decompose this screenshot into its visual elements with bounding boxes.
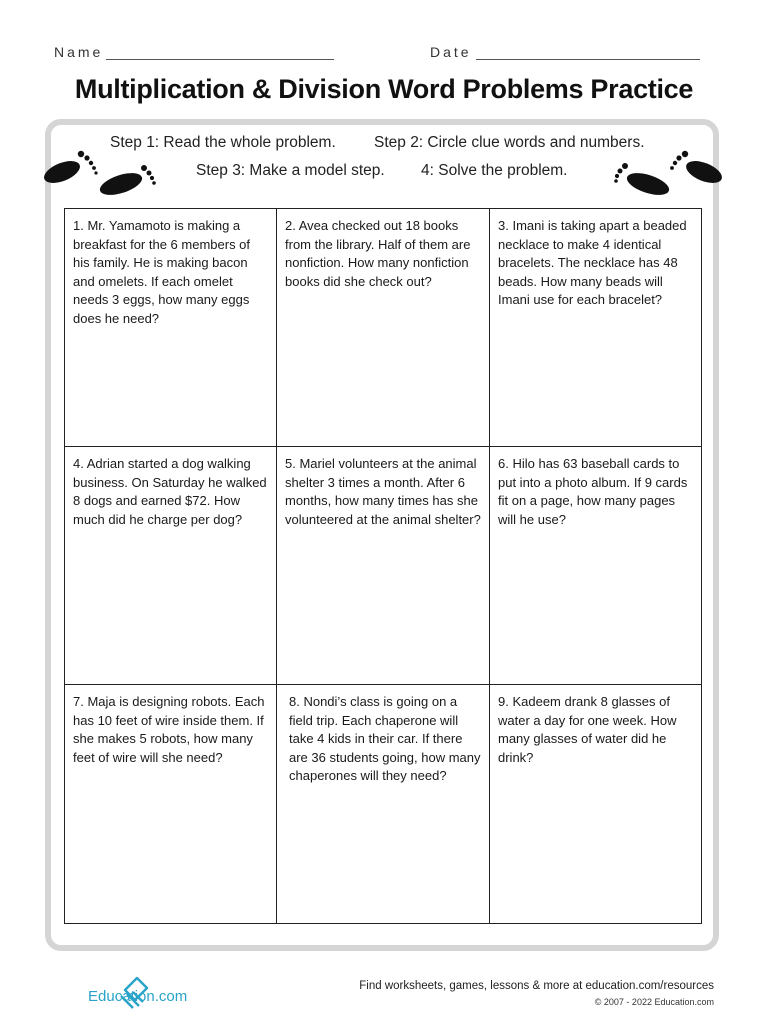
step-3: Step 3: Make a model step. (196, 162, 385, 179)
problem-grid (64, 208, 702, 924)
footprint-left-2-icon (95, 160, 157, 200)
problem-8: 8. Nondi’s class is going on a field trip. Each chaperone will take 4 kids in their car. If there are 36 students going, how many chaperones will they need? (277, 685, 490, 923)
footprint-right-2-icon (666, 142, 726, 190)
date-line (476, 59, 700, 60)
page-title: Multiplication & Division Word Problems Practice (74, 74, 694, 104)
name-label: Name (54, 44, 104, 60)
step-2: Step 2: Circle clue words and numbers. (374, 134, 645, 151)
problem-9: 9. Kadeem drank 8 glasses of water a day for one week. How many glasses of water did he drink? (498, 694, 677, 765)
problem-6: 6. Hilo has 63 baseball cards to put into a photo album. If 9 cards fit on a page, how many pages will he use? (490, 447, 701, 685)
copyright: © 2007 - 2022 Education.com (594, 997, 714, 1007)
problem-1: 1. Mr. Yamamoto is making a breakfast for the 6 members of his family. He is making bacon and omelets. If each omelet needs 3 eggs, how many eggs does he need? (65, 209, 277, 447)
date-label: Date (430, 44, 472, 60)
problem-7: 7. Maja is designing robots. Each has 10 feet of wire inside them. If she makes 5 robots, how many feet of wire will she need? (65, 685, 277, 923)
step-1: Step 1: Read the whole problem. (110, 134, 336, 151)
name-date-row (54, 44, 704, 66)
problem-4: 4. Adrian started a dog walking business. On Saturday he walked 8 dogs and earned $72. How much did he charge per dog? (65, 447, 277, 685)
step-4: 4: Solve the problem. (421, 162, 568, 179)
name-line (106, 59, 334, 60)
problem-5: 5. Mariel volunteers at the animal shelter 3 times a month. After 6 months, how many times has she volunteered at the animal shelter? (277, 447, 490, 685)
problem-2: 2. Avea checked out 18 books from the library. Half of them are nonfiction. How many nonfiction books did she check out? (277, 209, 490, 447)
footprint-right-icon (614, 158, 674, 200)
problem-3: 3. Imani is taking apart a beaded necklace to make 4 identical bracelets. The necklace has 48 beads. How many beads will Imani use for each bracelet? (490, 209, 701, 447)
brand-name: Education.com (88, 988, 188, 1005)
footer-tagline: Find worksheets, games, lessons & more at education.com/resources (359, 980, 714, 992)
